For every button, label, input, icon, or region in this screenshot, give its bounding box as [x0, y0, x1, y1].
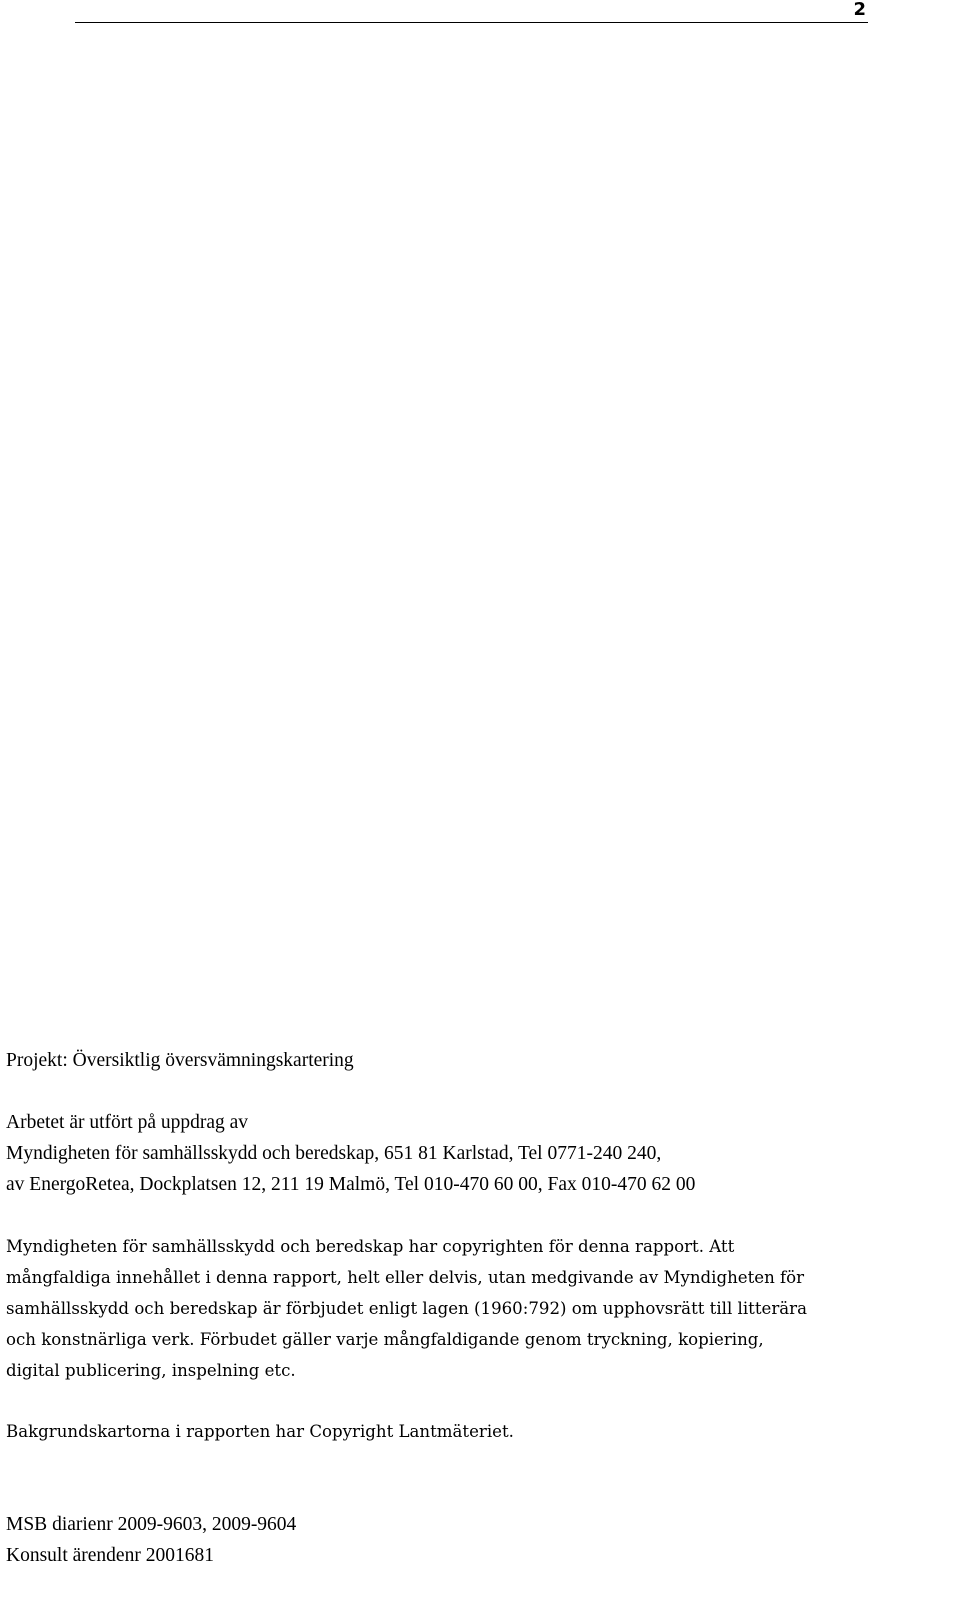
page-header: [75, 0, 868, 23]
copyright-line: digital publicering, inspelning etc.: [6, 1361, 296, 1380]
project-line: Projekt: Översiktlig översvämningskartering: [6, 1050, 354, 1071]
reference-numbers: [6, 1509, 950, 1571]
background-maps-note: [6, 1416, 950, 1447]
copyright-line: Myndigheten för samhällsskydd och beredskap har copyrighten för denna rapport. Att: [6, 1237, 735, 1256]
background-maps-line: Bakgrundskartorna i rapporten har Copyright Lantmäteriet.: [6, 1422, 514, 1441]
consultant-case-number: Konsult ärendenr 2001681: [6, 1545, 214, 1566]
copyright-line: och konstnärliga verk. Förbudet gäller varje mångfaldigande genom tryckning, kopiering,: [6, 1330, 764, 1349]
commission-line: Myndigheten för samhällsskydd och beredskap, 651 81 Karlstad, Tel 0771-240 240,: [6, 1143, 662, 1164]
commission-line: av EnergoRetea, Dockplatsen 12, 211 19 Malmö, Tel 010-470 60 00, Fax 010-470 62 00: [6, 1174, 696, 1195]
commission-block: [6, 1107, 950, 1200]
copyright-line: samhällsskydd och beredskap är förbjudet enligt lagen (1960:792) om upphovsrätt till litterära: [6, 1299, 807, 1318]
project-title: [6, 1045, 950, 1076]
copyright-line: mångfaldiga innehållet i denna rapport, helt eller delvis, utan medgivande av Myndigheten för: [6, 1268, 805, 1287]
msb-diary-number: MSB diarienr 2009-9603, 2009-9604: [6, 1514, 297, 1535]
commission-line: Arbetet är utfört på uppdrag av: [6, 1112, 249, 1133]
page-number: 2: [853, 0, 866, 20]
copyright-paragraph: [6, 1231, 950, 1386]
